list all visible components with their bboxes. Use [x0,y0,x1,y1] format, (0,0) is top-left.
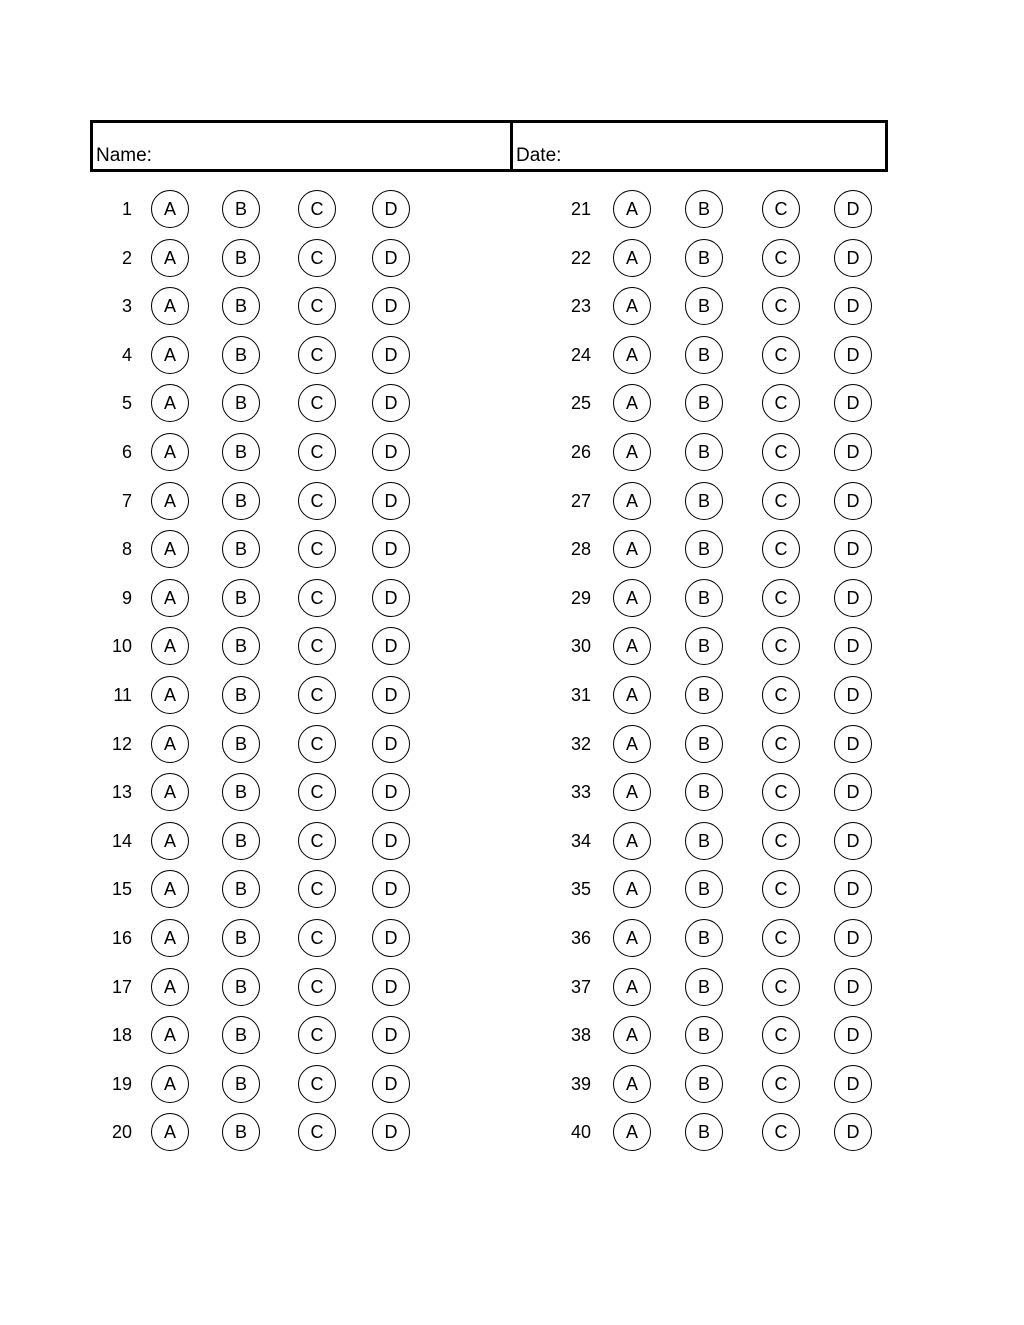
question-number: 10 [111,636,132,657]
question-number: 19 [111,1073,132,1094]
question-row [0,383,1024,423]
answer-bubble-c[interactable]: C [762,919,800,957]
question-number: 9 [121,587,132,608]
question-number: 23 [570,296,591,317]
answer-bubble-c[interactable]: C [298,1113,336,1151]
answer-bubble-d[interactable]: D [834,1113,872,1151]
answer-bubble-a[interactable]: A [613,919,651,957]
answer-bubble-b[interactable]: B [222,239,260,277]
question-row [0,238,1024,278]
answer-bubble-d[interactable]: D [372,627,410,665]
question-number: 15 [111,879,132,900]
question-number: 24 [570,344,591,365]
answer-bubble-c[interactable]: C [762,627,800,665]
answer-bubble-d[interactable]: D [834,676,872,714]
answer-bubble-c[interactable]: C [298,676,336,714]
question-number: 14 [111,830,132,851]
answer-bubble-b[interactable]: B [222,773,260,811]
answer-bubble-b[interactable]: B [685,190,723,228]
answer-bubble-d[interactable]: D [834,1065,872,1103]
answer-bubble-a[interactable]: A [613,822,651,860]
question-row [0,675,1024,715]
answer-bubble-b[interactable]: B [685,530,723,568]
question-number: 39 [570,1073,591,1094]
question-number: 31 [570,685,591,705]
answer-bubble-d[interactable]: D [834,530,872,568]
answer-bubble-b[interactable]: B [222,870,260,908]
answer-bubble-d[interactable]: D [372,287,410,325]
answer-bubble-a[interactable]: A [151,579,189,617]
answer-bubble-d[interactable]: D [834,725,872,763]
question-row [0,626,1024,666]
answer-bubble-d[interactable]: D [834,482,872,520]
answer-bubble-b[interactable]: B [685,336,723,374]
answer-bubble-a[interactable]: A [613,773,651,811]
answer-bubble-c[interactable]: C [298,627,336,665]
answer-bubble-b[interactable]: B [222,1065,260,1103]
answer-bubble-c[interactable]: C [762,773,800,811]
answer-bubble-c[interactable]: C [298,773,336,811]
question-row [0,189,1024,229]
question-number: 1 [121,199,132,219]
answer-bubble-a[interactable]: A [151,336,189,374]
question-number: 6 [121,442,132,462]
answer-bubble-c[interactable]: C [298,482,336,520]
answer-bubble-a[interactable]: A [613,579,651,617]
answer-bubble-d[interactable]: D [834,919,872,957]
answer-bubble-b[interactable]: B [685,725,723,763]
answer-bubble-b[interactable]: B [222,530,260,568]
answer-bubble-c[interactable]: C [298,1016,336,1054]
answer-bubble-b[interactable]: B [222,1016,260,1054]
answer-bubble-c[interactable]: C [762,725,800,763]
answer-bubble-b[interactable]: B [222,336,260,374]
answer-bubble-c[interactable]: C [762,676,800,714]
answer-bubble-b[interactable]: B [222,822,260,860]
answer-bubble-d[interactable]: D [372,433,410,471]
question-number: 5 [121,393,132,414]
answer-bubble-a[interactable]: A [151,627,189,665]
answer-bubble-d[interactable]: D [834,287,872,325]
question-row [0,869,1024,909]
date-label: Date: [516,145,562,166]
answer-bubble-d[interactable]: D [834,968,872,1006]
answer-bubble-c[interactable]: C [762,190,800,228]
question-row [0,335,1024,375]
question-number: 11 [113,685,132,705]
answer-bubble-b[interactable]: B [222,968,260,1006]
question-number: 22 [570,247,591,268]
answer-bubble-a[interactable]: A [613,530,651,568]
answer-bubble-d[interactable]: D [372,190,410,228]
answer-bubble-c[interactable]: C [298,725,336,763]
question-number: 30 [570,636,591,657]
answer-bubble-a[interactable]: A [613,482,651,520]
answer-bubble-d[interactable]: D [372,239,410,277]
answer-bubble-b[interactable]: B [222,287,260,325]
question-row [0,529,1024,569]
answer-bubble-a[interactable]: A [151,1113,189,1151]
answer-bubble-b[interactable]: B [685,773,723,811]
question-row [0,821,1024,861]
answer-bubble-b[interactable]: B [685,870,723,908]
answer-bubble-a[interactable]: A [151,919,189,957]
answer-bubble-c[interactable]: C [298,190,336,228]
answer-bubble-c[interactable]: C [762,239,800,277]
answer-bubble-c[interactable]: C [298,433,336,471]
answer-bubble-b[interactable]: B [685,239,723,277]
answer-bubble-d[interactable]: D [372,1113,410,1151]
answer-bubble-a[interactable]: A [613,1113,651,1151]
answer-bubble-d[interactable]: D [834,627,872,665]
answer-bubble-b[interactable]: B [685,627,723,665]
answer-bubble-c[interactable]: C [298,968,336,1006]
answer-bubble-a[interactable]: A [613,1016,651,1054]
question-number: 34 [570,830,591,851]
answer-bubble-d[interactable]: D [834,1016,872,1054]
answer-bubble-a[interactable]: A [151,870,189,908]
answer-bubble-a[interactable]: A [613,1065,651,1103]
question-row [0,286,1024,326]
answer-bubble-c[interactable]: C [762,579,800,617]
question-number: 4 [121,344,132,365]
answer-bubble-c[interactable]: C [762,287,800,325]
question-number: 35 [570,879,591,900]
answer-bubble-c[interactable]: C [298,919,336,957]
answer-bubble-a[interactable]: A [151,773,189,811]
answer-bubble-b[interactable]: B [685,1113,723,1151]
answer-bubble-a[interactable]: A [613,239,651,277]
question-row [0,578,1024,618]
answer-bubble-b[interactable]: B [685,676,723,714]
answer-bubble-b[interactable]: B [685,287,723,325]
answer-bubble-d[interactable]: D [372,482,410,520]
answer-bubble-a[interactable]: A [613,627,651,665]
answer-bubble-a[interactable]: A [613,287,651,325]
answer-bubble-c[interactable]: C [298,870,336,908]
answer-bubble-d[interactable]: D [834,239,872,277]
question-number: 17 [111,976,132,997]
question-row [0,918,1024,958]
question-number: 37 [570,976,591,997]
answer-bubble-c[interactable]: C [762,822,800,860]
answer-bubble-a[interactable]: A [151,530,189,568]
answer-bubble-d[interactable]: D [372,725,410,763]
answer-bubble-c[interactable]: C [762,336,800,374]
question-number: 25 [570,393,591,414]
answer-bubble-c[interactable]: C [298,579,336,617]
answer-bubble-b[interactable]: B [222,579,260,617]
name-label: Name: [96,145,152,166]
answer-bubble-a[interactable]: A [613,433,651,471]
question-row [0,1064,1024,1104]
answer-bubble-c[interactable]: C [762,384,800,422]
answer-bubble-b[interactable]: B [685,968,723,1006]
answer-bubble-c[interactable]: C [298,530,336,568]
answer-bubble-a[interactable]: A [151,1065,189,1103]
answer-bubble-c[interactable]: C [762,968,800,1006]
answer-bubble-d[interactable]: D [372,579,410,617]
answer-bubble-d[interactable]: D [834,773,872,811]
answer-bubble-d[interactable]: D [372,384,410,422]
answer-bubble-b[interactable]: B [222,433,260,471]
answer-bubble-c[interactable]: C [298,239,336,277]
answer-bubble-b[interactable]: B [222,1113,260,1151]
answer-bubble-c[interactable]: C [298,336,336,374]
answer-bubble-b[interactable]: B [222,919,260,957]
answer-bubble-c[interactable]: C [762,1113,800,1151]
answer-bubble-b[interactable]: B [685,433,723,471]
answer-bubble-d[interactable]: D [372,822,410,860]
question-row [0,481,1024,521]
answer-bubble-c[interactable]: C [762,433,800,471]
answer-bubble-a[interactable]: A [613,968,651,1006]
answer-bubble-a[interactable]: A [151,1016,189,1054]
answer-bubble-b[interactable]: B [685,579,723,617]
answer-bubble-a[interactable]: A [151,482,189,520]
answer-bubble-b[interactable]: B [685,822,723,860]
answer-bubble-d[interactable]: D [372,919,410,957]
question-number: 18 [111,1025,132,1046]
question-number: 27 [570,490,591,511]
answer-bubble-d[interactable]: D [834,870,872,908]
answer-bubble-a[interactable]: A [151,433,189,471]
question-number: 21 [570,199,591,219]
answer-bubble-a[interactable]: A [613,384,651,422]
answer-bubble-d[interactable]: D [834,384,872,422]
answer-bubble-d[interactable]: D [834,190,872,228]
answer-bubble-d[interactable]: D [372,773,410,811]
question-number: 32 [570,733,591,754]
question-number: 8 [121,539,132,560]
question-number: 36 [570,928,591,948]
question-row [0,967,1024,1007]
answer-bubble-c[interactable]: C [762,870,800,908]
answer-bubble-a[interactable]: A [613,190,651,228]
question-number: 38 [570,1025,591,1046]
question-number: 20 [111,1122,132,1143]
answer-bubble-a[interactable]: A [613,870,651,908]
answer-bubble-c[interactable]: C [298,384,336,422]
answer-bubble-d[interactable]: D [372,676,410,714]
question-row [0,1112,1024,1152]
answer-bubble-b[interactable]: B [685,1016,723,1054]
answer-bubble-a[interactable]: A [151,190,189,228]
question-number: 26 [570,442,591,462]
answer-bubble-b[interactable]: B [222,676,260,714]
answer-bubble-c[interactable]: C [298,287,336,325]
answer-bubble-d[interactable]: D [372,1016,410,1054]
question-number: 16 [111,928,132,948]
answer-bubble-a[interactable]: A [151,287,189,325]
question-row [0,772,1024,812]
answer-bubble-c[interactable]: C [762,530,800,568]
answer-bubble-c[interactable]: C [298,1065,336,1103]
answer-bubble-d[interactable]: D [372,530,410,568]
answer-bubble-b[interactable]: B [222,725,260,763]
question-number: 33 [570,782,591,803]
question-number: 29 [570,587,591,608]
answer-bubble-a[interactable]: A [151,676,189,714]
answer-bubble-a[interactable]: A [151,239,189,277]
question-row [0,724,1024,764]
answer-bubble-b[interactable]: B [222,190,260,228]
question-number: 40 [570,1122,591,1143]
answer-bubble-d[interactable]: D [834,822,872,860]
answer-bubble-a[interactable]: A [151,968,189,1006]
question-number: 28 [570,539,591,560]
answer-bubble-c[interactable]: C [762,1065,800,1103]
answer-bubble-d[interactable]: D [834,336,872,374]
answer-bubble-b[interactable]: B [685,384,723,422]
answer-bubble-d[interactable]: D [372,1065,410,1103]
answer-bubble-a[interactable]: A [151,725,189,763]
question-row [0,432,1024,472]
answer-bubble-a[interactable]: A [613,336,651,374]
answer-bubble-a[interactable]: A [151,384,189,422]
answer-bubble-b[interactable]: B [222,627,260,665]
question-row [0,1015,1024,1055]
answer-bubble-a[interactable]: A [151,822,189,860]
answer-bubble-c[interactable]: C [298,822,336,860]
answer-bubble-b[interactable]: B [685,919,723,957]
answer-bubble-b[interactable]: B [222,384,260,422]
answer-bubble-b[interactable]: B [685,482,723,520]
answer-bubble-d[interactable]: D [372,968,410,1006]
answer-bubble-d[interactable]: D [834,579,872,617]
question-number: 2 [121,247,132,268]
answer-bubble-a[interactable]: A [613,725,651,763]
answer-bubble-d[interactable]: D [834,433,872,471]
question-number: 12 [111,733,132,754]
answer-bubble-a[interactable]: A [613,676,651,714]
answer-bubble-d[interactable]: D [372,336,410,374]
answer-bubble-b[interactable]: B [685,1065,723,1103]
answer-bubble-b[interactable]: B [222,482,260,520]
question-number: 7 [121,490,132,511]
question-number: 3 [121,296,132,317]
answer-bubble-c[interactable]: C [762,1016,800,1054]
answer-bubble-d[interactable]: D [372,870,410,908]
question-number: 13 [111,782,132,803]
answer-bubble-c[interactable]: C [762,482,800,520]
